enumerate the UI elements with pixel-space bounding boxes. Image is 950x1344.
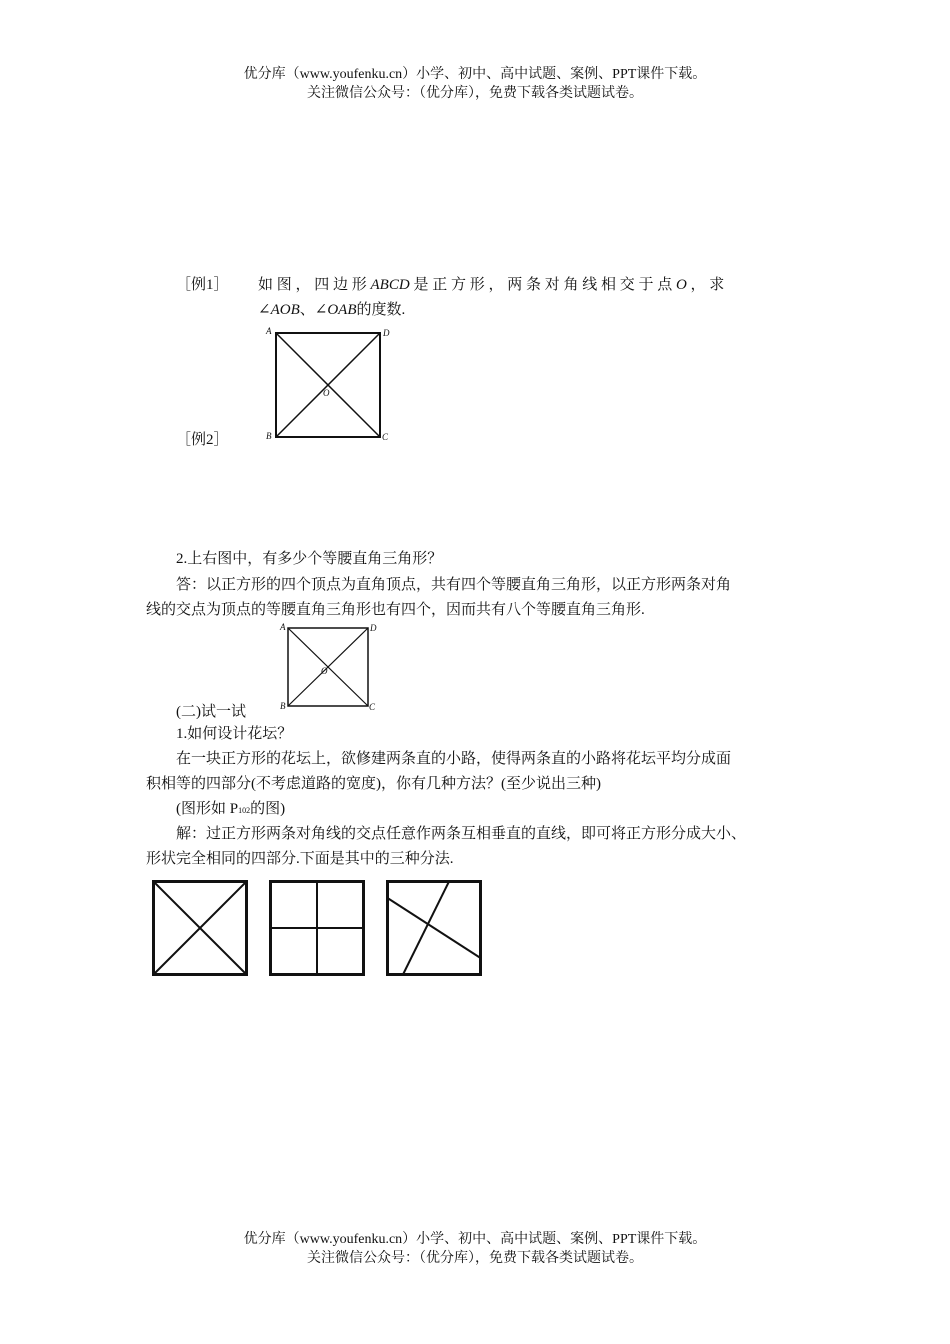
example1-point-o: O xyxy=(675,277,687,293)
label2-c: C xyxy=(369,702,376,712)
division3-line-a xyxy=(388,898,481,958)
label2-d: D xyxy=(370,623,377,633)
square-figure-2 xyxy=(287,627,369,707)
figure-reference xyxy=(176,797,285,823)
footer-line-2: 关注微信公众号：（优分库），免费下载各类试题试卷。 xyxy=(307,1251,643,1266)
label-d: D xyxy=(383,328,390,338)
figure-reference-page: 102 xyxy=(238,806,251,815)
label2-b: B xyxy=(280,701,286,711)
example2-tag: ［例2］ xyxy=(176,432,229,448)
label-a: A xyxy=(266,326,272,336)
footer-line-1: 优分库（www.youfenku.cn）小学、初中、高中试题、案例、PPT课件下载。 xyxy=(243,1232,707,1247)
solution-line-1: 解：过正方形两条对角线的交点任意作两条互相垂直的直线，即可将正方形分成大小、 xyxy=(176,826,747,842)
section-title: (二)试一试 xyxy=(176,704,246,720)
section-para-line-1: 在一块正方形的花坛上，欲修建两条直的小路，使得两条直的小路将花坛平均分成面 xyxy=(176,751,732,767)
square-figure-1 xyxy=(275,332,381,438)
section-question-1: 1.如何设计花坛？ xyxy=(176,726,293,742)
example1-text-line1 xyxy=(258,273,724,297)
example1-angle-oab: ∠OAB xyxy=(314,302,357,318)
label-b: B xyxy=(266,431,272,441)
example1-angle-aob: ∠AOB xyxy=(258,302,300,318)
division-figure-diagonals xyxy=(152,880,248,976)
solution-line-2: 形状完全相同的四部分.下面是其中的三种分法. xyxy=(146,851,454,867)
question2-line: 2.上右图中，有多少个等腰直角三角形？ xyxy=(176,551,443,567)
label-c: C xyxy=(382,432,389,442)
label2-o: O xyxy=(321,666,328,676)
example1-tag: ［例1］ xyxy=(176,277,229,293)
label-o: O xyxy=(323,388,330,398)
division-figure-cross xyxy=(269,880,365,976)
header-line-1: 优分库（www.youfenku.cn）小学、初中、高中试题、案例、PPT课件下载。 xyxy=(243,67,707,82)
example1-sep: 、 xyxy=(299,302,315,318)
section-para-line-2: 积相等的四部分(不考虑道路的宽度)，你有几种方法？(至少说出三种) xyxy=(146,776,601,792)
example1-text-a: 如 图 ， 四 边 形 xyxy=(258,277,371,293)
division-figure-rotated xyxy=(386,880,482,976)
example1-text-b: 是 正 方 形 ， 两 条 对 角 线 相 交 于 点 xyxy=(409,277,676,293)
division3-line-b xyxy=(403,882,449,975)
label2-a: A xyxy=(280,622,286,632)
example1-abcd: ABCD xyxy=(370,277,410,293)
figure-reference-a: (图形如 P xyxy=(176,801,239,817)
answer-line-1: 答：以正方形的四个顶点为直角顶点，共有四个等腰直角三角形，以正方形两条对角 xyxy=(176,577,732,593)
answer-line-2: 线的交点为顶点的等腰直角三角形也有四个，因而共有八个等腰直角三角形. xyxy=(146,602,645,618)
example1-text-c: ， 求 xyxy=(686,277,725,293)
example1-text-line2 xyxy=(258,298,405,322)
header-line-2: 关注微信公众号：（优分库），免费下载各类试题试卷。 xyxy=(307,86,643,101)
example1-text-d: 的度数. xyxy=(356,302,406,318)
figure-reference-b: 的图) xyxy=(250,801,286,817)
